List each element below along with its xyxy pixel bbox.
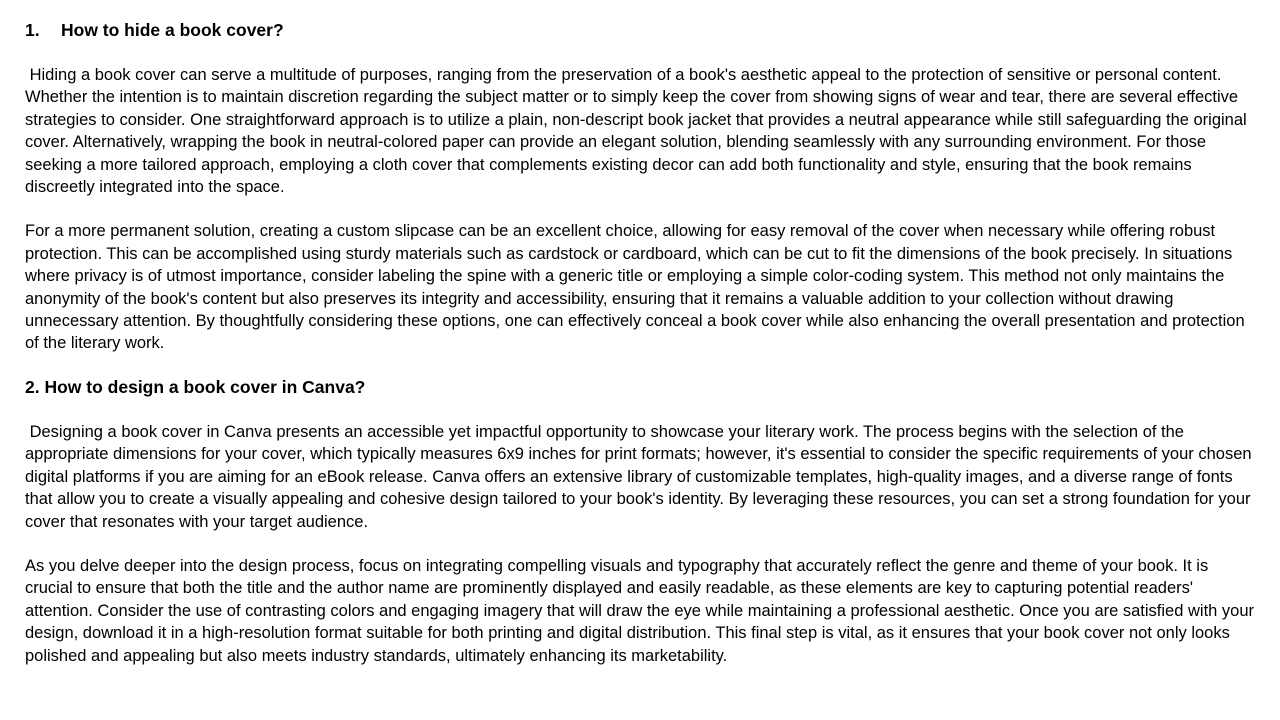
paragraph: Hiding a book cover can serve a multitude of purposes, ranging from the preservation of a book's aesthetic appeal to the protection of sensitive or personal content. Whether the intention is to maintain discretion regarding the subject matter or to simply keep the cover from showing signs of wear and tear, there are several effective strategies to consider. One straightforward approach is to utilize a plain, non-descript book jacket that provides a neutral appearance while still safeguarding the original cover. Alternatively, wrapping the book in neutral-colored paper can provide an elegant solution, blending seamlessly with any surrounding environment. For those seeking a more tailored approach, employing a cloth cover that complements existing decor can add both functionality and style, ensuring that the book remains discreetly integrated into the space.: [25, 66, 1252, 197]
section-heading-hide-cover: [25, 18, 1257, 42]
section-heading-design-canva: [25, 375, 1257, 399]
section-title: How to hide a book cover?: [61, 20, 284, 40]
document-body: [25, 18, 1257, 667]
section-number: 2.: [25, 376, 40, 397]
paragraph: Designing a book cover in Canva presents an accessible yet impactful opportunity to showcase your literary work. The process begins with the selection of the appropriate dimensions for your cover, which typically measures 6x9 inches for print formats; however, it's essential to consider the specific requirements of your chosen digital platforms if you are aiming for an eBook release. Canva offers an extensive library of customizable templates, high-quality images, and a diverse range of fonts that allow you to create a visually appealing and cohesive design tailored to your book's identity. By leveraging these resources, you can set a strong foundation for your cover that resonates with your target audience.: [25, 422, 1257, 531]
paragraph: For a more permanent solution, creating a custom slipcase can be an excellent choice, allowing for easy removal of the cover when necessary while offering robust protection. This can be accomplished using sturdy materials such as cardstock or cardboard, which can be cut to fit the dimensions of the book precisely. In situations where privacy is of utmost importance, consider labeling the spine with a generic title or employing a simple color-coding system. This method not only maintains the anonymity of the book's content but also preserves its integrity and accessibility, ensuring that it remains a valuable addition to your collection without drawing unnecessary attention. By thoughtfully considering these options, one can effectively conceal a book cover while also enhancing the overall presentation and protection of the literary work.: [25, 222, 1250, 353]
paragraph: As you delve deeper into the design process, focus on integrating compelling visuals and typography that accurately reflect the genre and theme of your book. It is crucial to ensure that both the title and the author name are prominently displayed and easily readable, as these elements are key to capturing potential readers' attention. Consider the use of contrasting colors and engaging imagery that will draw the eye while maintaining a professional aesthetic. Once you are satisfied with your design, download it in a high-resolution format suitable for both printing and digital distribution. This final step is vital, as it ensures that your book cover not only looks polished and appealing but also meets industry standards, ultimately enhancing its marketability.: [25, 556, 1259, 665]
section-number: 1.: [25, 20, 40, 40]
section-title: How to design a book cover in Canva?: [44, 376, 366, 397]
